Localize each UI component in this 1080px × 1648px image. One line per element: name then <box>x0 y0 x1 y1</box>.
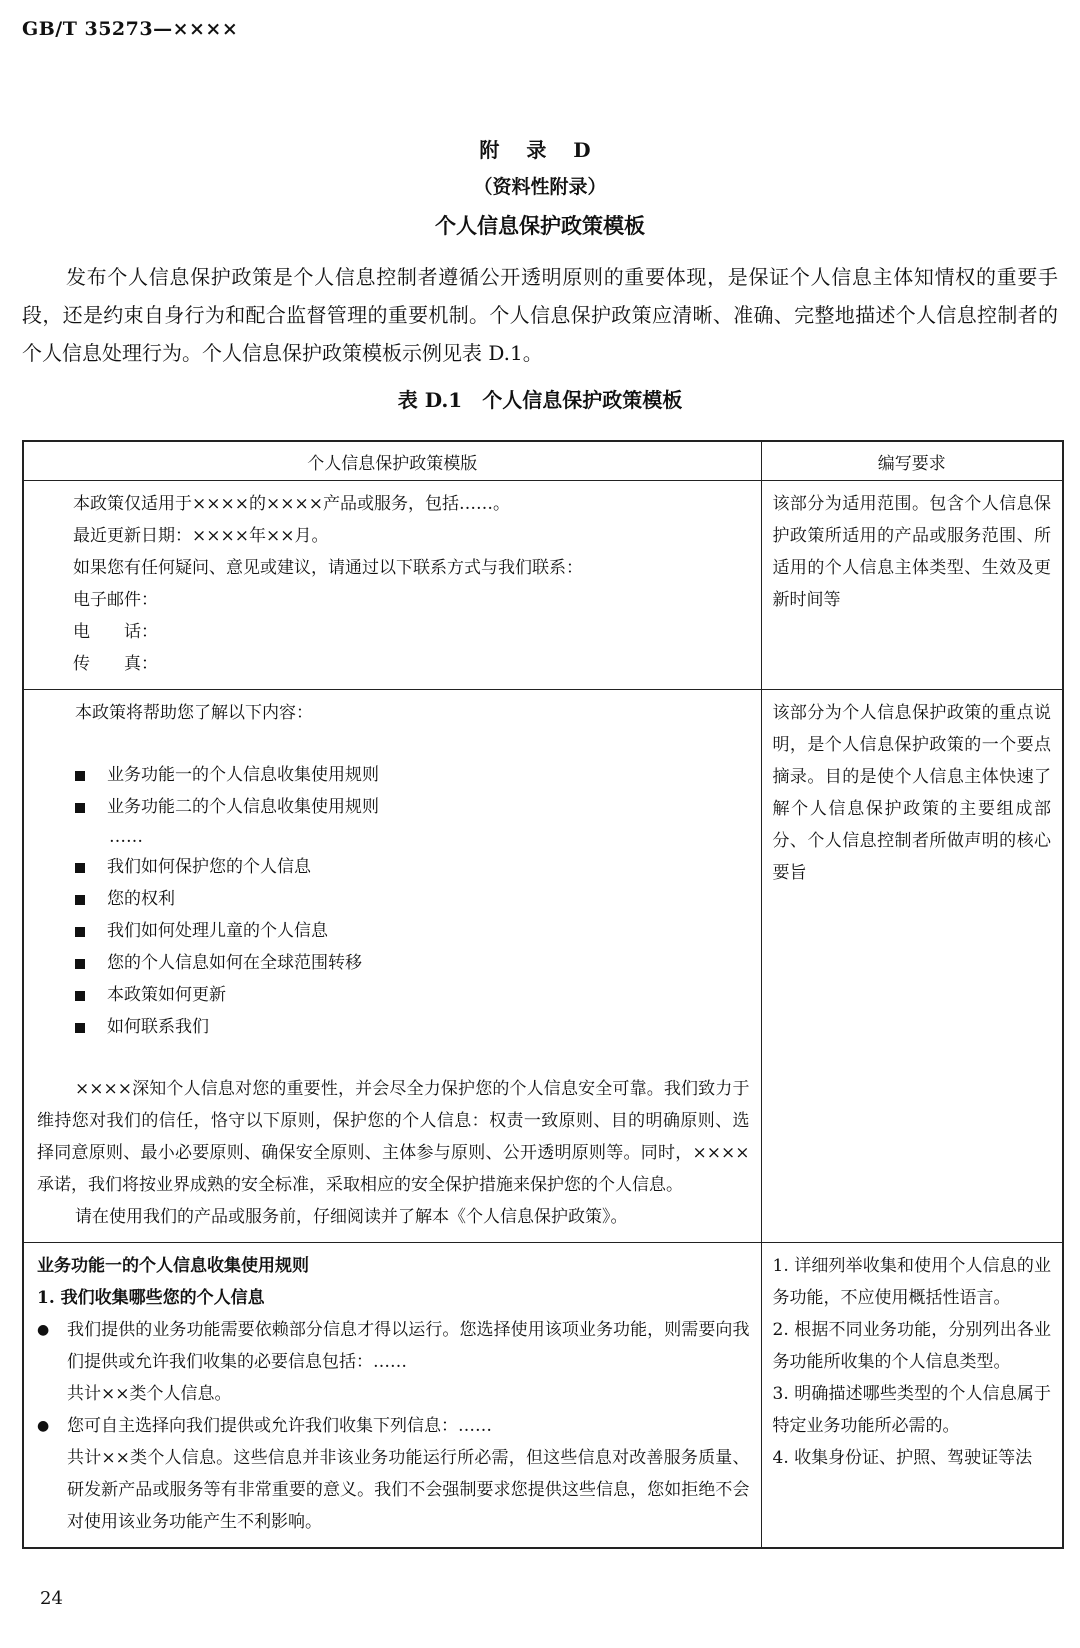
update-date-line: 最近更新日期：××××年××月。 <box>73 526 329 546</box>
list-item: 业务功能一的个人信息收集使用规则 <box>75 759 750 791</box>
requirement-text: 该部分为个人信息保护政策的重点说明，是个人信息保护政策的一个要点摘录。目的是使个人信息主体快速了解个人信息保护政策的主要组成部分、个人信息控制者所做声明的核心要旨 <box>772 703 1051 883</box>
table-header-row <box>23 441 1063 481</box>
table-row <box>23 1243 1063 1549</box>
page-number: 24 <box>40 1588 63 1609</box>
phone-line: 电 话： <box>73 622 158 642</box>
requirement-cell-scope <box>761 481 1063 690</box>
template-cell-scope <box>23 481 761 690</box>
round-bullet-icon: ● <box>37 1322 50 1338</box>
summary-list-a <box>37 759 750 823</box>
list-item: 业务功能二的个人信息收集使用规则 <box>75 791 750 823</box>
square-bullet-icon <box>75 1023 85 1033</box>
scope-line: 本政策仅适用于××××的××××产品或服务，包括……。 <box>73 494 510 514</box>
column-header-requirements: 编写要求 <box>761 441 1063 481</box>
list-item: 我们如何保护您的个人信息 <box>75 851 750 883</box>
square-bullet-icon <box>75 991 85 1001</box>
list-item: 您的个人信息如何在全球范围转移 <box>75 947 750 979</box>
summary-intro: 本政策将帮助您了解以下内容： <box>75 703 313 723</box>
requirement-text: 该部分为适用范围。包含个人信息保护政策所适用的产品或服务范围、所适用的个人信息主体类型、生效及更新时间等 <box>772 494 1051 610</box>
contact-intro-line: 如果您有任何疑问、意见或建议，请通过以下联系方式与我们联系： <box>73 558 583 578</box>
requirement-item: 1. 详细列举收集和使用个人信息的业务功能，不应使用概括性语言。 <box>772 1256 1051 1308</box>
requirement-item: 4. 收集身份证、护照、驾驶证等法 <box>772 1448 1033 1468</box>
list-item: 如何联系我们 <box>75 1011 750 1043</box>
appendix-title: 附 录 D <box>479 138 601 162</box>
table-row <box>23 690 1063 1243</box>
appendix-type: （资料性附录） <box>473 176 607 198</box>
section-title: 业务功能一的个人信息收集使用规则 <box>37 1256 309 1276</box>
column-header-template: 个人信息保护政策模版 <box>23 441 761 481</box>
square-bullet-icon <box>75 959 85 969</box>
requirement-item: 3. 明确描述哪些类型的个人信息属于特定业务功能所必需的。 <box>772 1384 1051 1436</box>
email-line: 电子邮件： <box>73 590 158 610</box>
list-item: 您的权利 <box>75 883 750 915</box>
square-bullet-icon <box>75 863 85 873</box>
list-item: ● 我们提供的业务功能需要依赖部分信息才得以运行。您选择使用该项业务功能，则需要向我们提供或允许我们收集的必要信息包括：…… 共计××类个人信息。 <box>37 1314 750 1410</box>
section-subtitle: 1. 我们收集哪些您的个人信息 <box>37 1288 265 1308</box>
fax-line: 传 真： <box>73 654 158 674</box>
read-notice-paragraph: 请在使用我们的产品或服务前，仔细阅读并了解本《个人信息保护政策》。 <box>75 1207 628 1227</box>
round-bullet-icon: ● <box>37 1418 50 1434</box>
table-caption: 表 D.1 个人信息保护政策模板 <box>397 388 683 412</box>
list-item: ● 您可自主选择向我们提供或允许我们收集下列信息：…… 共计××类个人信息。这些信息并非该业务功能运行所必需，但这些信息对改善服务质量、研发新产品或服务等有非常重要的意义。我们不会强制要求您提供这些信息，您如拒绝不会对使用该业务功能产生不利影响。 <box>37 1410 750 1538</box>
requirement-cell-summary <box>761 690 1063 1243</box>
template-cell-summary <box>23 690 761 1243</box>
square-bullet-icon <box>75 803 85 813</box>
list-item: 我们如何处理儿童的个人信息 <box>75 915 750 947</box>
square-bullet-icon <box>75 927 85 937</box>
template-cell-collection-rules <box>23 1243 761 1549</box>
square-bullet-icon <box>75 895 85 905</box>
requirement-item: 2. 根据不同业务功能，分别列出各业务功能所收集的个人信息类型。 <box>772 1320 1051 1372</box>
requirement-cell-collection-rules <box>761 1243 1063 1549</box>
commitment-paragraph: ××××深知个人信息对您的重要性，并会尽全力保护您的个人信息安全可靠。我们致力于维持您对我们的信任，恪守以下原则，保护您的个人信息：权责一致原则、目的明确原则、选择同意原则、最小必要原则、确保安全原则、主体参与原则、公开透明原则等。同时，××××承诺，我们将按业界成熟的安全标准，采取相应的安全保护措施来保护您的个人信息。 <box>37 1079 750 1195</box>
intro-paragraph: 发布个人信息保护政策是个人信息控制者遵循公开透明原则的重要体现，是保证个人信息主体知情权的重要手段，还是约束自身行为和配合监督管理的重要机制。个人信息保护政策应清晰、准确、完整地描述个人信息控制者的个人信息处理行为。个人信息保护政策模板示例见表 D.1。 <box>22 265 1058 365</box>
standard-number: GB/T 35273—×××× <box>22 18 239 40</box>
ellipsis: …… <box>109 827 143 847</box>
appendix-name: 个人信息保护政策模板 <box>435 213 645 238</box>
policy-template-table <box>22 440 1064 1549</box>
table-row <box>23 481 1063 690</box>
summary-list-b <box>37 851 750 1043</box>
square-bullet-icon <box>75 771 85 781</box>
list-item: 本政策如何更新 <box>75 979 750 1011</box>
